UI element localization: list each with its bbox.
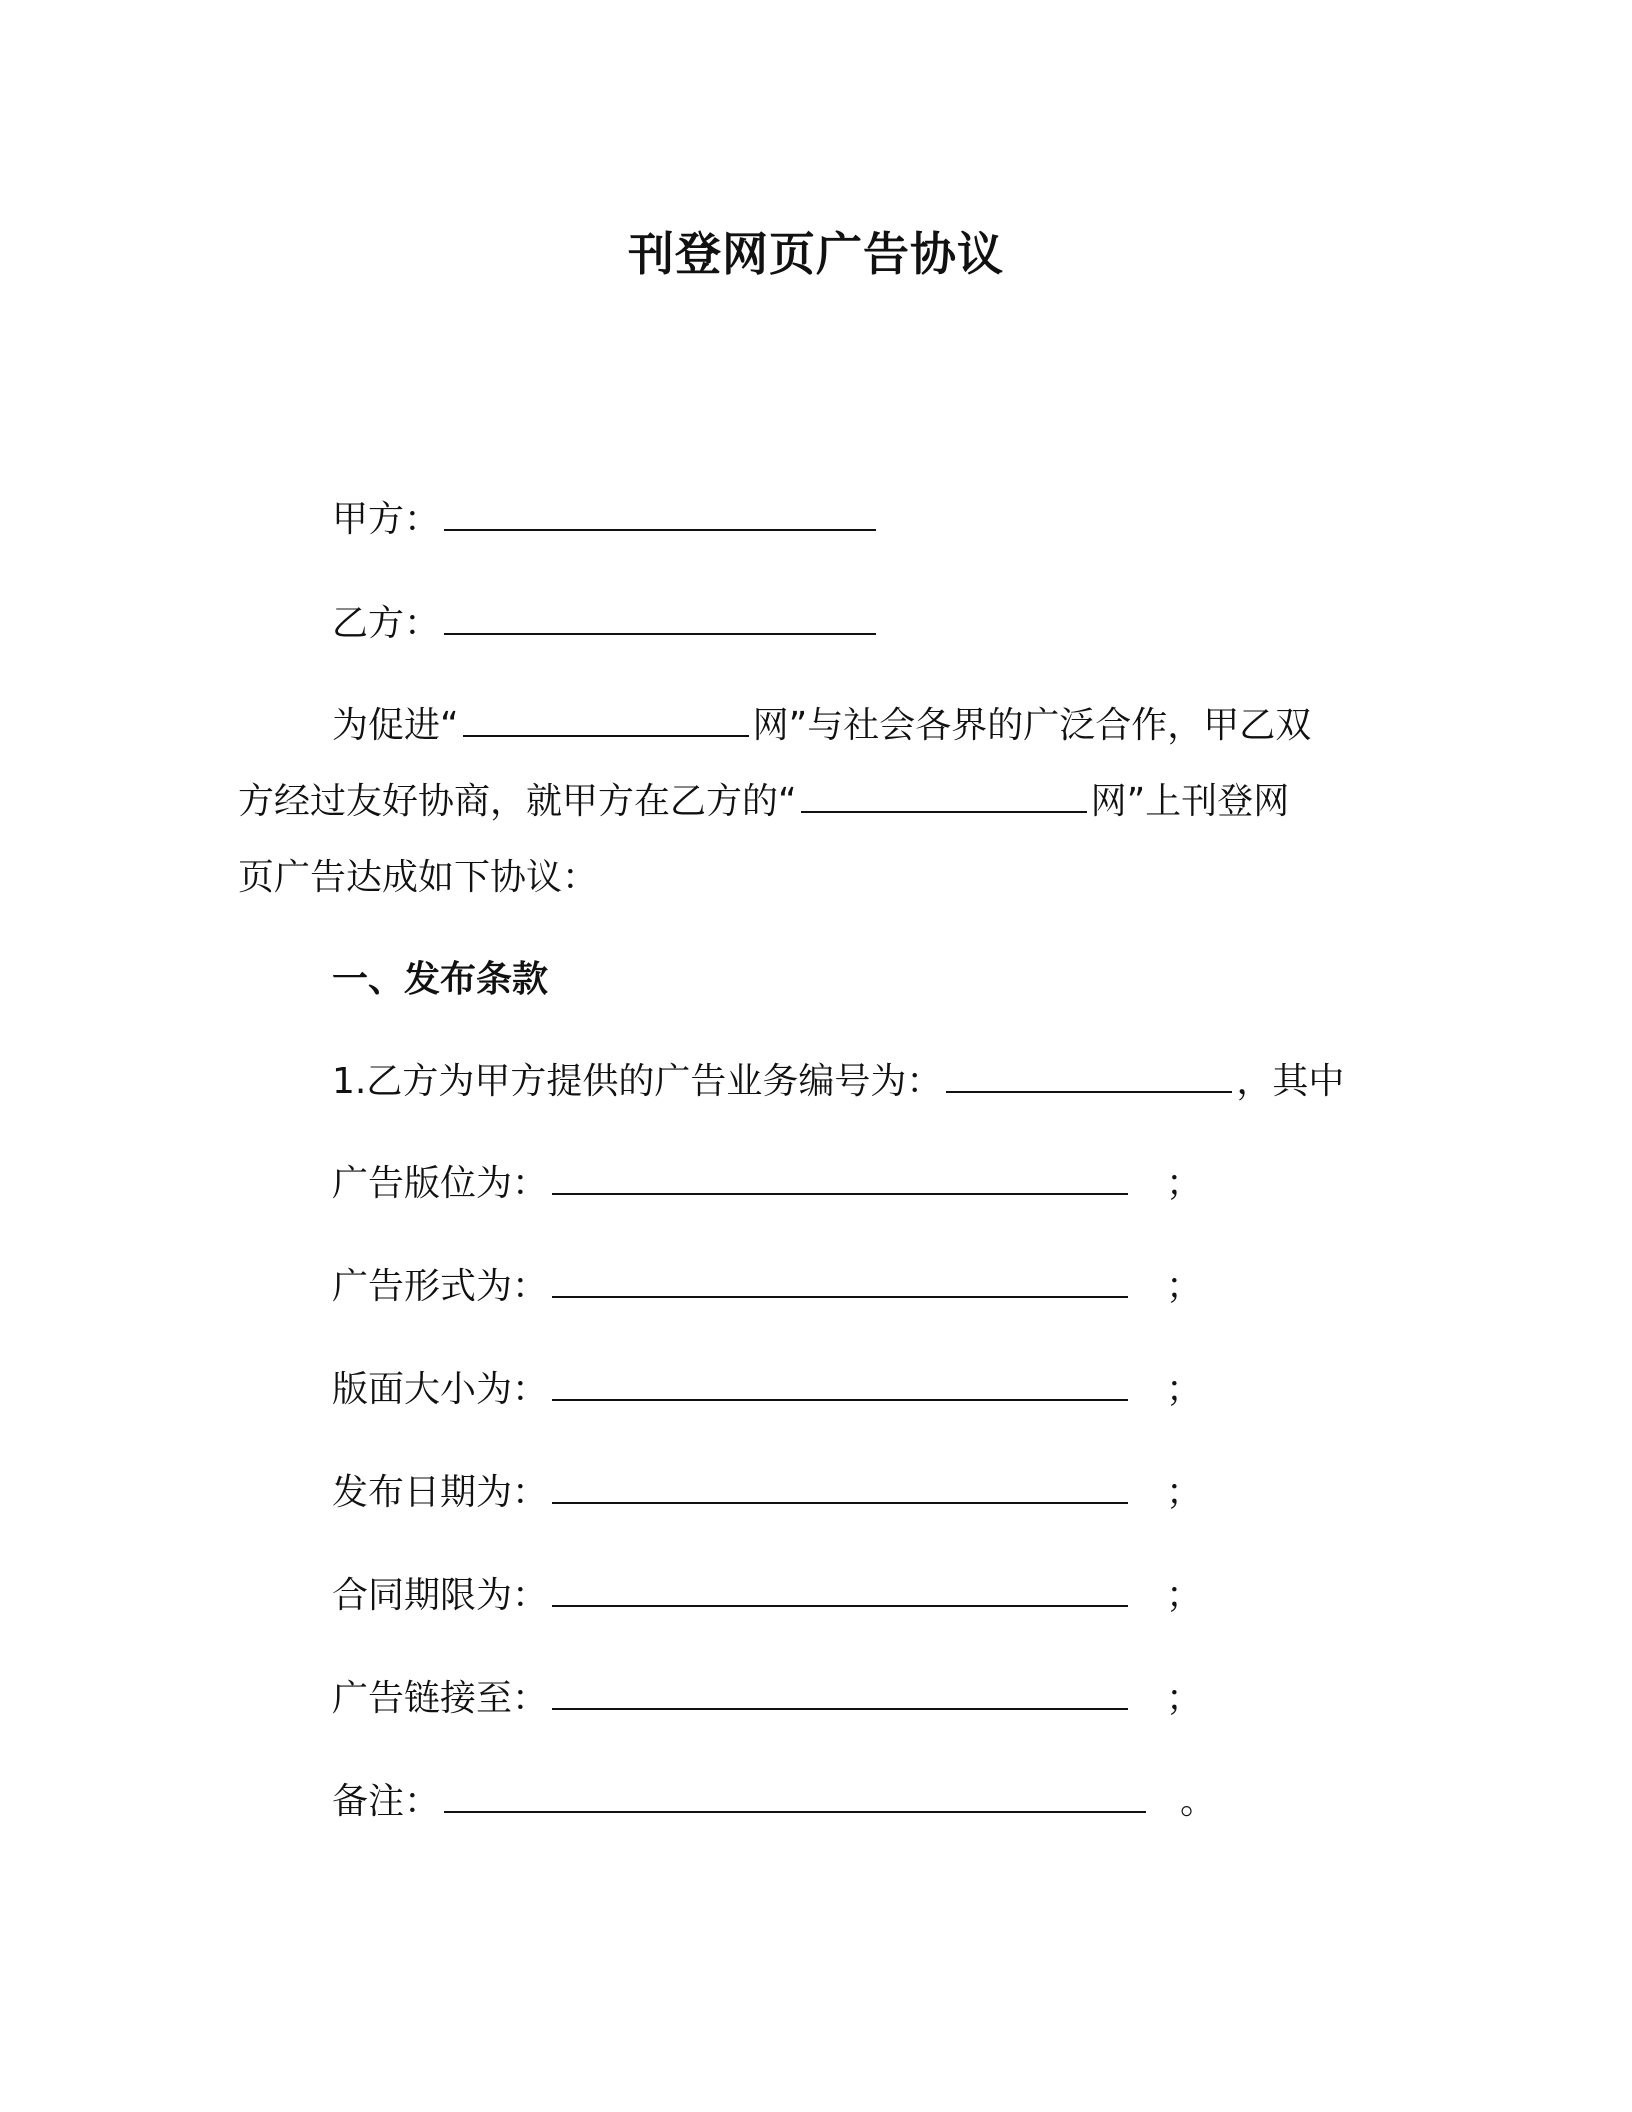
party-b-blank <box>444 603 876 635</box>
field-blank <box>552 1575 1128 1607</box>
field-end: ； <box>1166 1472 1203 1513</box>
document-title: 刊登网页广告协议 <box>628 227 1004 281</box>
field-end: ； <box>1166 1678 1203 1719</box>
field-blank <box>552 1369 1128 1401</box>
party-b-label: 乙方： <box>332 603 441 644</box>
remark-blank <box>444 1781 1146 1813</box>
field-end: ； <box>1166 1575 1203 1616</box>
party-a-line <box>332 496 880 544</box>
remark-end: 。 <box>1180 1781 1217 1822</box>
field-row <box>332 1366 1202 1414</box>
field-end: ； <box>1166 1266 1203 1307</box>
field-label: 发布日期为： <box>332 1472 549 1513</box>
intro-line-1 <box>332 702 1311 750</box>
party-b-line <box>332 600 880 648</box>
field-blank <box>552 1163 1128 1195</box>
field-row <box>332 1675 1202 1723</box>
intro-blank-2 <box>801 781 1087 813</box>
clause-1-blank <box>946 1061 1232 1093</box>
field-row <box>332 1572 1202 1620</box>
field-blank <box>552 1266 1128 1298</box>
field-label: 合同期限为： <box>332 1575 549 1616</box>
party-a-label: 甲方： <box>332 499 441 540</box>
section-1-heading: 一、发布条款 <box>332 959 549 1000</box>
intro-line-3: 页广告达成如下协议： <box>238 857 599 898</box>
clause-1-prefix: 1.乙方为甲方提供的广告业务编号为： <box>332 1061 943 1102</box>
field-label: 版面大小为： <box>332 1369 549 1410</box>
remark-label: 备注： <box>332 1781 441 1822</box>
remark-row <box>332 1778 1216 1826</box>
clause-1-line <box>332 1058 1344 1106</box>
intro-blank-1 <box>463 705 749 737</box>
field-row <box>332 1469 1202 1517</box>
field-row <box>332 1263 1202 1311</box>
field-blank <box>552 1678 1128 1710</box>
field-label: 广告形式为： <box>332 1266 549 1307</box>
field-row <box>332 1160 1202 1208</box>
field-end: ； <box>1166 1163 1203 1204</box>
field-blank <box>552 1472 1128 1504</box>
field-label: 广告版位为： <box>332 1163 549 1204</box>
party-a-blank <box>444 499 876 531</box>
field-end: ； <box>1166 1369 1203 1410</box>
clause-1-suffix: ，其中 <box>1236 1061 1345 1102</box>
intro-line-2-a: 方经过友好协商，就甲方在乙方的“ <box>238 781 797 822</box>
intro-line-1-b: 网”与社会各界的广泛合作，甲乙双 <box>752 705 1312 746</box>
intro-line-2 <box>238 778 1289 826</box>
intro-line-2-b: 网”上刊登网 <box>1090 781 1290 822</box>
intro-line-1-a: 为促进“ <box>332 705 459 746</box>
field-label: 广告链接至： <box>332 1678 549 1719</box>
